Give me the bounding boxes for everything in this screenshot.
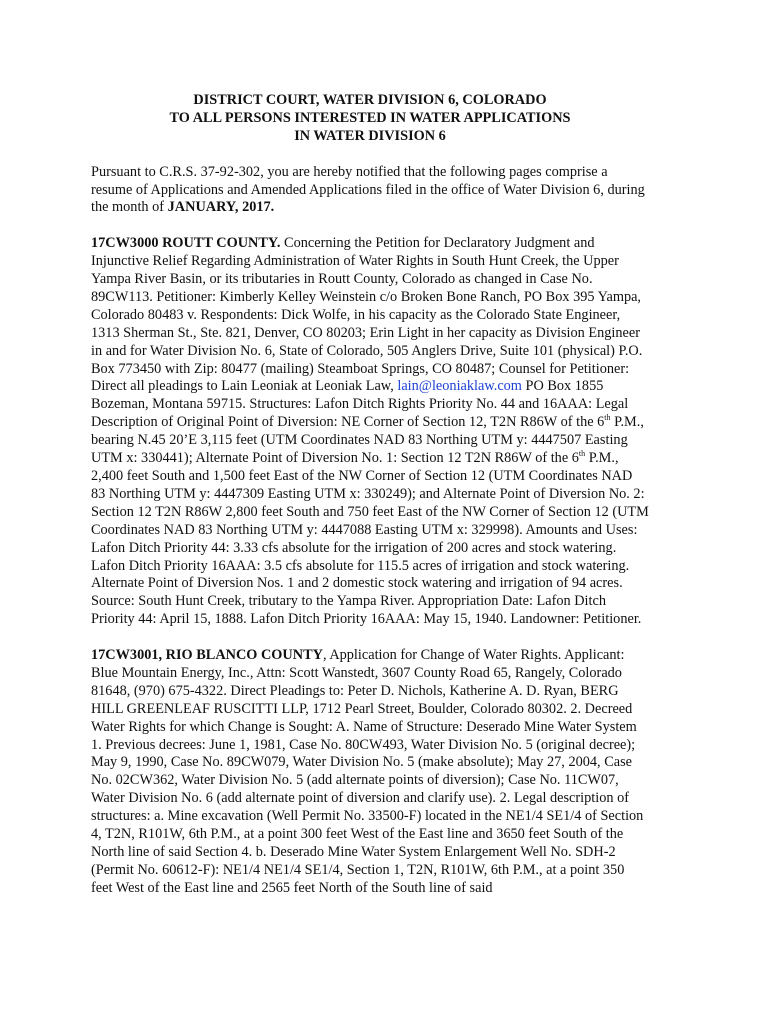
heading-line-3: IN WATER DIVISION 6 — [294, 127, 446, 144]
case-17cw3000-text-b: PO Box 1855 Bozeman, Montana 59715. Structures: Lafon Ditch Rights Priority No. 44 and 16AAA: Legal Description of Original Point of Diversion: NE Corner of Section 12, T2N R86W of the 6 — [91, 378, 629, 431]
case-17cw3001-text: , Application for Change of Water Rights. Applicant: Blue Mountain Energy, Inc., Attn: Scott Wanstedt, 3607 County Road 65, Rangely, Colorado 81648, (970) 675-4322. Direct Pleadings to: Peter D. Nichols, Katherine A. D. Ryan, BERG HILL GREENLEAF RUSCITTI LLP, 1712 Pearl Street, Boulder, Colorado 80302. 2. Decreed Water Rights for which Change is Sought: A. Name of Structure: Deserado Mine Water System 1. Previous decrees: June 1, 1981, Case No. 80CW493, Water Division No. 5 (original decree); May 9, 1990, Case No. 89CW079, Water Division No. 5 (make absolute); May 27, 2004, Case No. 02CW362, Water Division No. 5 (add alternate points of diversion); Case No. 11CW07, Water Division No. 6 (add alternate point of diversion and clarify use). 2. Legal description of structures: a. Mine excavation (Well Permit No. 33500-F) located in the NE1/4 SE1/4 of Section 4, T2N, R101W, 6th P.M., at a point 300 feet West of the East line and 3650 feet South of the North line of said Section 4. b. Deserado Mine Water System Enlargement Well No. SDH-2 (Permit No. 60612-F): NE1/4 NE1/4 SE1/4, Section 1, T2N, R101W, 6th P.M., at a point 350 feet West of the East line and 2565 feet North of the South line of said — [91, 647, 644, 896]
counsel-email-link[interactable]: lain@leoniaklaw.com — [397, 378, 522, 395]
case-17cw3000-text-d: P.M., 2,400 feet South and 1,500 feet East of the NW Corner of Section 12 (UTM Coordinates NAD 83 Northing UTM y: 4447309 Easting UTM x: 330249); and Alternate Point of Diversion No. 2: Section 12 T2N R86W 2,800 feet South and 750 feet East of the NW Corner of Section 12 (UTM Coordinates NAD 83 Northing UTM y: 4447088 Easting UTM x: 329998). Amounts and Uses: Lafon Ditch Priority 44: 3.33 cfs absolute for the irrigation of 200 acres and stock watering. Lafon Ditch Priority 16AAA: 3.5 cfs absolute for 115.5 acres of irrigation and stock watering. Alternate Point of Diversion Nos. 1 and 2 domestic stock watering and irrigation of 94 acres. Source: South Hunt Creek, tributary to the Yampa River. Appropriation Date: Lafon Ditch Priority 44: April 15, 1888. Lafon Ditch Priority 16AAA: May 15, 1940. Landowner: Petitioner. — [91, 450, 649, 628]
document-page — [91, 92, 649, 898]
superscript-th-1: th — [604, 413, 611, 423]
case-17cw3001-paragraph — [91, 647, 649, 898]
intro-month: JANUARY, 2017. — [167, 199, 275, 216]
case-17cw3001-title: 17CW3001, RIO BLANCO COUNTY — [91, 647, 323, 664]
case-17cw3000-paragraph — [91, 235, 649, 629]
case-17cw3000-title: 17CW3000 ROUTT COUNTY. — [91, 235, 281, 252]
intro-paragraph — [91, 164, 649, 218]
intro-text: Pursuant to C.R.S. 37-92-302, you are hereby notified that the following pages comprise a resume of Applications and Amended Applications filed in the office of Water Division 6, during the month of — [91, 163, 645, 216]
case-17cw3000-text-c: P.M., bearing N.45 20’E 3,115 feet (UTM Coordinates NAD 83 Northing UTM y: 4447507 Easting UTM x: 330441); Alternate Point of Diversion No. 1: Section 12 T2N R86W of the 6 — [91, 414, 644, 467]
heading-line-2: TO ALL PERSONS INTERESTED IN WATER APPLICATIONS — [169, 109, 571, 126]
document-heading — [91, 92, 649, 146]
case-17cw3000-text-a: Concerning the Petition for Declaratory Judgment and Injunctive Relief Regarding Administration of Water Rights in South Hunt Creek, the Upper Yampa River Basin, or its tributaries in Routt County, Colorado as changed in Case No. 89CW113. Petitioner: Kimberly Kelley Weinstein c/o Broken Bone Ranch, PO Box 395 Yampa, Colorado 80483 v. Respondents: Dick Wolfe, in his capacity as the Colorado State Engineer, 1313 Sherman St., Ste. 821, Denver, CO 80203; Erin Light in her capacity as Division Engineer in and for Water Division No. 6, State of Colorado, 505 Anglers Drive, Suite 101 (physical) P.O. Box 773450 with Zip: 80477 (mailing) Steamboat Springs, CO 80487; Counsel for Petitioner: Direct all pleadings to Lain Leoniak at Leoniak Law, — [91, 235, 643, 395]
superscript-th-2: th — [578, 449, 586, 459]
heading-line-1: DISTRICT COURT, WATER DIVISION 6, COLORADO — [193, 92, 547, 108]
